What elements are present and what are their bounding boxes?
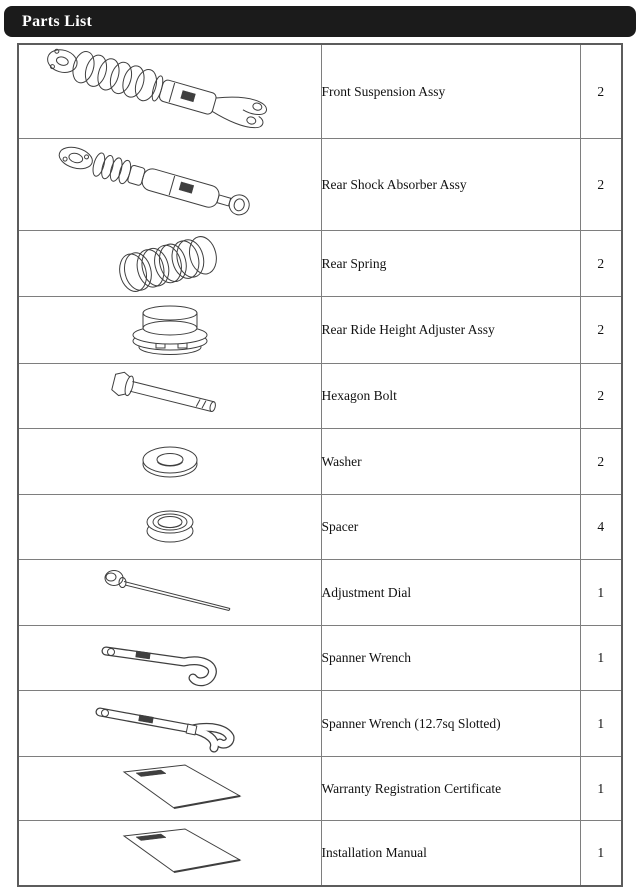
table-row <box>18 821 622 887</box>
part-image-cell <box>18 495 321 560</box>
part-image-cell <box>18 560 321 626</box>
part-qty: 2 <box>580 231 622 297</box>
part-name: Adjustment Dial <box>321 560 580 626</box>
table-row <box>18 691 622 757</box>
table-row <box>18 757 622 821</box>
spanner-wrench-drawing <box>20 627 320 689</box>
part-name: Washer <box>321 429 580 495</box>
hexagon-bolt-drawing <box>20 366 320 426</box>
rear-spring-drawing <box>20 233 320 295</box>
part-name: Spanner Wrench (12.7sq Slotted) <box>321 691 580 757</box>
part-qty: 1 <box>580 626 622 691</box>
part-qty: 2 <box>580 139 622 231</box>
part-name: Hexagon Bolt <box>321 364 580 429</box>
table-row <box>18 364 622 429</box>
installation-manual-drawing <box>20 824 320 882</box>
part-image-cell <box>18 626 321 691</box>
table-row <box>18 560 622 626</box>
part-qty: 1 <box>580 560 622 626</box>
table-row <box>18 297 622 364</box>
washer-drawing <box>20 431 320 493</box>
warranty-registration-certificate-drawing <box>20 760 320 818</box>
part-qty: 2 <box>580 364 622 429</box>
part-name: Front Suspension Assy <box>321 44 580 139</box>
table-row <box>18 139 622 231</box>
table-row <box>18 44 622 139</box>
part-name: Rear Ride Height Adjuster Assy <box>321 297 580 364</box>
front-suspension-assy-drawing <box>20 47 320 137</box>
part-image-cell <box>18 364 321 429</box>
part-image-cell <box>18 297 321 364</box>
part-qty: 1 <box>580 691 622 757</box>
adjustment-dial-drawing <box>20 562 320 624</box>
part-image-cell <box>18 44 321 139</box>
part-image-cell <box>18 757 321 821</box>
part-name: Spacer <box>321 495 580 560</box>
part-image-cell <box>18 231 321 297</box>
part-name: Warranty Registration Certificate <box>321 757 580 821</box>
spacer-drawing <box>20 496 320 558</box>
section-header-bar <box>4 6 636 37</box>
part-name: Rear Spring <box>321 231 580 297</box>
part-name: Rear Shock Absorber Assy <box>321 139 580 231</box>
part-image-cell <box>18 139 321 231</box>
rear-ride-height-adjuster-assy-drawing <box>20 298 320 362</box>
part-image-cell <box>18 691 321 757</box>
part-qty: 1 <box>580 757 622 821</box>
table-row <box>18 626 622 691</box>
part-qty: 4 <box>580 495 622 560</box>
table-row <box>18 429 622 495</box>
part-qty: 2 <box>580 429 622 495</box>
part-qty: 2 <box>580 297 622 364</box>
table-row <box>18 495 622 560</box>
rear-shock-absorber-assy-drawing <box>20 141 320 229</box>
part-qty: 2 <box>580 44 622 139</box>
part-qty: 1 <box>580 821 622 887</box>
spanner-wrench-slotted-drawing <box>20 692 320 756</box>
part-image-cell <box>18 821 321 887</box>
page-title: Parts List <box>22 12 93 30</box>
part-name: Installation Manual <box>321 821 580 887</box>
part-image-cell <box>18 429 321 495</box>
parts-table <box>17 43 623 887</box>
table-row <box>18 231 622 297</box>
part-name: Spanner Wrench <box>321 626 580 691</box>
